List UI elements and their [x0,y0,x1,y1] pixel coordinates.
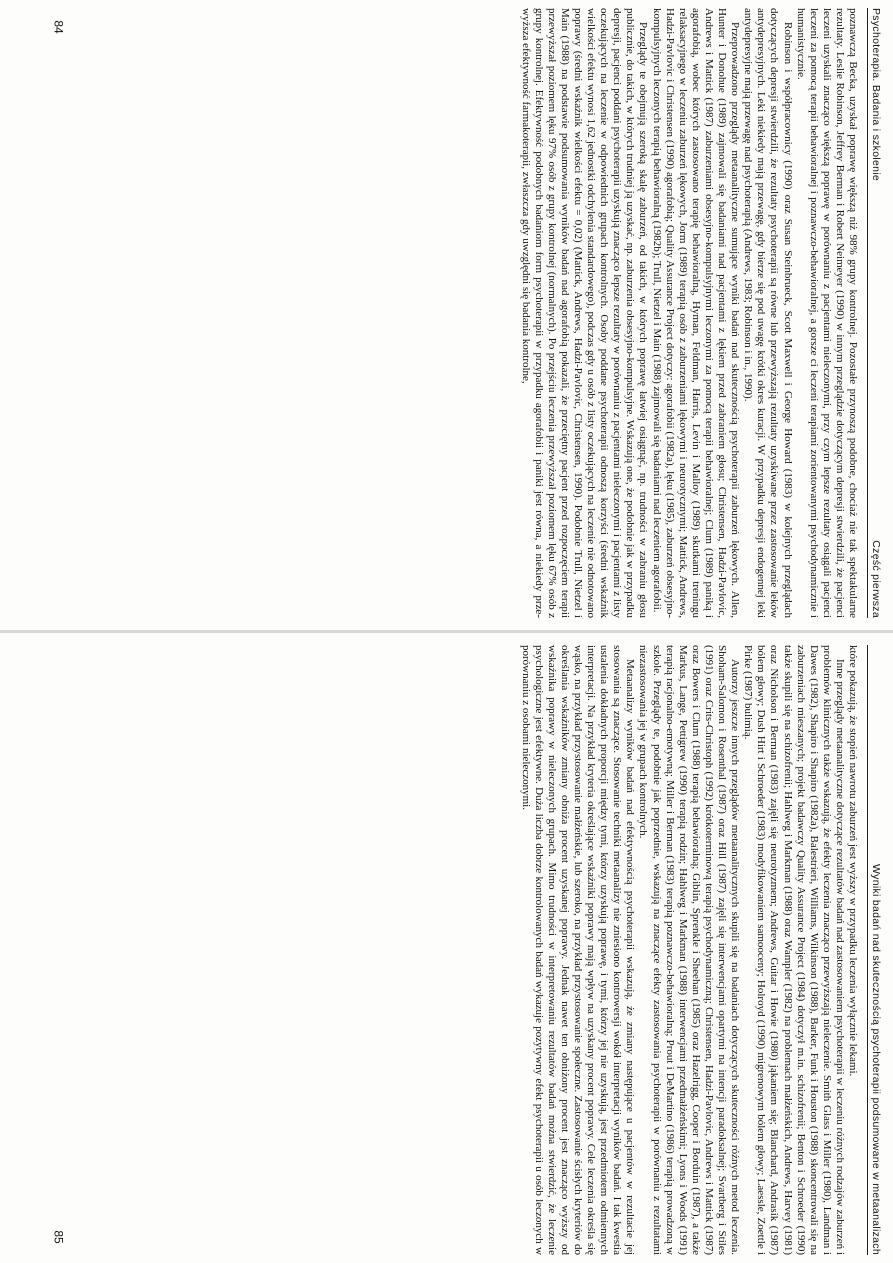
page-number-left: 84 [51,20,66,34]
right-page-content [82,645,882,1255]
paragraph-7: Autorzy jeszcze innych przeglądów metaanalitycznych skupili się na badaniach dotyczących skuteczności różnych metod leczenia. Shoham-Salomon i Rosenthal (1987) oraz Hill (1987) zajęli się interwencjami opartymi na intencji paradoksalnej; Svartberg i Stiles (1991) oraz Crits-Christoph (1992) krótkoterminową terapią psychodynamiczną; Christensen, Hadzi-Pavlovic, Andrews i Mattick (1987) oraz Bowers i Clum (1988) terapią behawioralną; Giblin, Sprenkle i Sheehan (1985) oraz Hazelrigg, Cooper i Borduin (1987), a także Markus, Lange, Pettigrew (1990) terapią rodzin; Hahlweg i Markman (1988) interwencjami przedmałżeńskimi; Lyons i Woods (1991) terapią racjonalno-emotywną; Miller i Berman (1983) terapią poznawczo-behawioralną; Prout i DeMartino (1986) terapią prowadzoną w szkole. Przeglądy te, podobnie jak poprzednie, wskazują na znaczące efekty zastosowania psychoterapii w porównaniu z rezultatami niezastosowania jej w grupach kontrolnych. [637,645,742,1255]
running-title-right: Wyniki badań nad skutecznością psychoterapii podsumowane w metaanalizach [870,864,882,1255]
paragraph-1: poznawczą Becka, uzyskał poprawę większą niż 98% grupy kontrolnej. Pozostałe przynoszą podobne, chociaż nie tak spektakularne rezultaty. Leslie Robinson, Jeffrey Berman i Robert Neimeyer (1990) w innym przeglądzie dotyczącym depresji stwierdzili, że pacjenci leczeni uzyskali znacząco większą poprawę w porównaniu z pacjentami nieleczonymi, przy czym lepsze rezultaty osiągali pacjenci leczeni za pomocą terapii behawioralnej i poznawczo-behawioralnej, a gorsze ci leczeni terapiami zorientowanymi psychodynamicznie i humanistycznie. [794,8,859,618]
running-title-left: Psychoterapia. Badania i szkolenie [870,8,882,182]
paragraph-2: Robinson i współpracownicy (1990) oraz Susan Steinbrueck, Scott Maxwell i George Howard (1983) w kolejnych przeglądach dotyczących depresji stwierdzili, że rezultaty psychoterapii są równe lub przewyższają rezultaty uzyskiwane przez zastosowanie leków antydepresyjnych. Leki niekiedy mają przewagę, gdy bierze się pod uwagę krótki okres kuracji. W przypadku depresji endogennej leki antydepresyjne mają przewagę nad psychoterapią (Andrews, 1983; Robinson i in., 1990). [742,8,794,618]
paragraph-6: Inne przeglądy metaanalityczne dotyczące rezultatów badań nad zastosowaniem psychoterapii w leczeniu różnych rodzajów zaburzeń i problemów klinicznych także wskazują, że efekty leczenia znacząco przewyższają nieleczenie. Smith Glass i Miller (1980), Landman i Dawes (1982), Shapiro i Shapiro (1982a), Balestrieri, Williams, Wilkinson (1988), Barker, Funk i Houston (1988) skoncentrowali się na zaburzeniach mieszanych; projekt badawczy Quality Assurance Project (1984) dotyczył m.in. schizofrenii; Benton i Schroeder (1990) także skupili się na schizofrenii; Hahlweg i Markman (1988) oraz Wampler (1982) na problemach małżeńskich, Andrews, Harvey (1981) oraz Nicholson i Berman (1983) zajęli się neurotyzmem; Andrews, Guitar i Howie (1980) jąkaniem się; Blanchard, Andrasik (1987) bólem głowy; Dush Hirt i Schroeder (1983) modyfikowaniem samooceny; Holroyd (1990) migrenowym bólem głowy; Laessle, Zoettle i Pirke (1987) bulimią. [742,645,846,1255]
paragraph-3: Przeprowadzono przeglądy metaanalityczne sumujące wyniki badań nad skutecznością psychoterapii zaburzeń lękowych. Allen, Hunter i Donohue (1989) zajmowali się badaniami nad pacjentami z lękiem przed zabraniem głosu; Christensen, Hadzi-Pavlovic, Andrews i Mattick (1987) zaburzeniami obsesyjno-kompulsyjnymi leczonymi za pomocą terapii behawioralnej; Clum (1989) paniką i agorafobią, wobec których zastosowano terapię behawioralną, Hyman, Feldman, Harris, Levin i Malloy (1989) skutkami treningu relaksacyjnego w leczeniu zaburzeń lękowych, Jorm (1989) terapią osób z zaburzeniami lękowymi i neurotycznymi; Mattick, Andrews, Hadzi-Pavlovic i Christensen (1990) agorafobią; Quality Assurance Project dotyczy: agorafobii (1982a), lęku (1985), zaburzeń obsesyjno-kompulsyjnych leczonych terapią behawioralną (1982b); Trull, Nietzel i Main (1988) zajmowali się badaniami nad leczeniem agorafobii. [650,8,742,618]
left-page-header [867,8,882,618]
right-page-header [867,645,882,1255]
running-section: Część pierwsza [870,540,882,618]
paragraph-4: Przeglądy te obejmują szeroką skalę zaburzeń, od takich, w których poprawę łatwiej osiągnąć, np. trudności w zabraniu głosu publicznie, do takich, w których trudniej ją uzyskać, np. zaburzenia obsesyjno-kompulsyjne. Wskazują one, że podobnie jak w przypadku depresji, pacjenci poddani psychoterapii uzyskują znacząco lepsze rezultaty w porównaniu z pacjentami nieleczonymi i pacjentami z listy oczekujących na leczenie w odpowiednich grupach kontrolnych. Osoby poddane psychoterapii odnoszą korzyści (średni wskaźnik wielkości efektu wynosi 1,62 jednostki odchylenia standardowego), podczas gdy u osób z listy oczekujących na leczenie nie odnotowano poprawy (średni wskaźnik wielkości efektu = 0,02) (Mattick, Andrews, Hadzi-Pavlovic, Christensen, 1990). Podobnie Trull, Nietzel i Main (1988) na podstawie podsumowania wyników badań nad agorafobią pokazali, że przeciętny pacjent przed rozpoczęciem terapii przewyższał poziomem lęku 97% osób z grupy kontrolnej (normalnych). Po przejściu leczenia przewyższał poziomem lęku 67% osób z grupy kontrolnej. Efektywność podobnych badaniom form psychoterapii w przypadku agorafobii i paniki jest równa, a niekiedy przewyższa efektywność farmakoterapii, zwłaszcza gdy uwzględni się badania kontrolne, [519,8,650,618]
page-number-right: 85 [51,1230,66,1244]
paragraph-8: Metaanalizy wyników badań nad efektywnością psychoterapii wskazują, że zmiany następujące u pacjentów w rezultacie jej stosowania są znaczące. Stosowanie techniki metaanalizy nie zniesiono kontrowersji wokół interpretacji wyników badań. I tak kwestia ustalenia dokładnych proporcji między tymi, którzy uzyskują poprawę, i tymi, którzy jej nie uzyskują, jest przedmiotem odmiennych interpretacji. Na przykład kryteria określające wskaźniki poprawy mają wpływ na uzyskany procent poprawy. Cele leczenia określa się wąsko, na przykład przystosowanie małżeńskie, lub szeroko, na przykład przystosowanie społeczne. Zastosowanie ścisłych kryteriów do określania wskaźników zmiany obniża procent uzyskanej poprawy. Jednak nawet ten obniżony procent jest znacząco wyższy od wskaźnika poprawy w nieleczonych grupach. Mimo trudności w interpretowaniu rezultatów badań można stwierdzić, że leczenie psychologiczne jest efektywne. Duża liczba dobrze kontrolowanych badań wykazuje pozytywny efekt psychoterapii u osób leczonych w porównaniu z osobami nieleczonymi. [519,645,637,1255]
paragraph-5: które pokazują, że stopień nawrotu zaburzeń jest wyższy w przypadku leczenia wyłącznie lekami. [847,645,859,1077]
left-page-content [82,8,882,618]
